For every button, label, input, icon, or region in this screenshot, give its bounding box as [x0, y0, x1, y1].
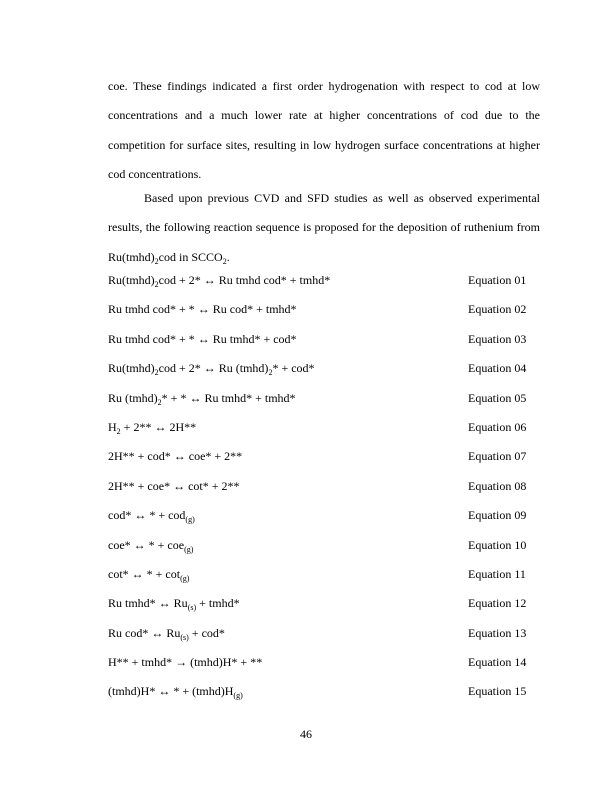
paragraph-continuation — [108, 72, 540, 190]
equation-row — [108, 354, 540, 383]
equation-subscript: (s) — [187, 603, 197, 613]
equation-row — [108, 589, 540, 618]
equation-text: + 2** ↔ 2H** — [120, 419, 197, 434]
equation-expression — [108, 531, 193, 560]
equation-expression — [108, 413, 196, 442]
equation-label: Equation 01 — [468, 273, 527, 287]
paragraph-text-main: Based upon previous CVD and SFD studies as well as observed experimental results, the following reaction sequence is proposed for the deposition of ruthenium from Ru(tmhd) — [108, 191, 540, 264]
equation-row — [108, 677, 540, 706]
equation-row — [108, 413, 540, 442]
equation-expression — [108, 442, 242, 471]
equation-row — [108, 531, 540, 560]
page-number: 46 — [300, 727, 312, 741]
equation-label: Equation 14 — [468, 655, 527, 670]
equation-row — [108, 266, 540, 295]
equation-label: Equation 08 — [468, 478, 527, 493]
equation-text: + tmhd* — [196, 596, 240, 611]
equation-text: + cod* — [188, 625, 225, 640]
equation-label: Equation 04 — [468, 361, 527, 376]
paragraph-text-mid: cod in SCCO — [158, 249, 223, 264]
equation-text: 2H** + coe* ↔ cot* + 2** — [108, 478, 240, 493]
equation-row — [108, 501, 540, 530]
equation-row — [108, 442, 540, 471]
equation-text: Ru tmhd cod* + * ↔ Ru cod* + tmhd* — [108, 302, 297, 317]
equation-text: Ru(tmhd) — [108, 361, 155, 376]
equation-subscript: 2 — [116, 426, 121, 436]
equation-row — [108, 648, 540, 677]
equation-text: cot* ↔ * + cot — [108, 566, 181, 581]
equation-label: Equation 13 — [468, 625, 527, 640]
equation-list — [108, 266, 540, 707]
equation-subscript: (s) — [180, 632, 189, 642]
equation-label: Equation 05 — [468, 390, 527, 405]
equation-text: cod* ↔ * + cod — [108, 508, 186, 523]
equation-label: Equation 03 — [468, 331, 527, 346]
equation-expression — [108, 325, 297, 354]
equation-row — [108, 295, 540, 324]
equation-expression — [108, 354, 315, 383]
equation-text: Ru(tmhd) — [108, 273, 155, 287]
equation-label: Equation 11 — [468, 566, 526, 581]
equation-expression — [108, 648, 262, 677]
equation-subscript: 2 — [154, 280, 159, 289]
equation-subscript: (g) — [184, 544, 194, 554]
equation-subscript: (g) — [185, 515, 195, 525]
equation-label: Equation 10 — [468, 537, 527, 552]
equation-subscript: 2 — [157, 397, 162, 407]
subscript: 2 — [154, 256, 159, 266]
equation-row — [108, 619, 540, 648]
equation-expression — [108, 384, 296, 413]
equation-label: Equation 15 — [468, 684, 527, 699]
equation-expression — [108, 589, 240, 618]
equation-label: Equation 07 — [468, 449, 527, 464]
equation-text: coe* ↔ * + coe — [108, 537, 185, 552]
equation-text: Ru cod* ↔ Ru — [108, 625, 181, 640]
equation-expression — [108, 619, 225, 648]
equation-text: Ru tmhd cod* + * ↔ Ru tmhd* + cod* — [108, 331, 297, 346]
paragraph-reaction-intro — [108, 184, 540, 272]
equation-text: cod + 2* ↔ Ru (tmhd) — [158, 361, 269, 376]
paragraph-text-end: . — [226, 249, 230, 264]
equation-subscript: (g) — [180, 573, 190, 583]
equation-text: 2H** + cod* ↔ coe* + 2** — [108, 449, 243, 464]
equation-expression — [108, 677, 243, 706]
equation-text: H — [108, 419, 117, 434]
equation-text: H** + tmhd* → (tmhd)H* + ** — [108, 655, 263, 670]
equation-text: * + cod* — [272, 361, 315, 376]
equation-text: * + * ↔ Ru tmhd* + tmhd* — [161, 390, 296, 405]
equation-label: Equation 06 — [468, 419, 527, 434]
equation-subscript: 2 — [268, 368, 273, 378]
equation-text: (tmhd)H* ↔ * + (tmhd)H — [108, 684, 234, 699]
equation-expression — [108, 295, 297, 324]
subscript: 2 — [222, 256, 227, 266]
equation-subscript: (g) — [233, 691, 243, 701]
equation-text: Ru (tmhd) — [108, 390, 158, 405]
equation-row — [108, 472, 540, 501]
equation-expression — [108, 472, 240, 501]
equation-subscript: 2 — [154, 368, 159, 378]
equation-label: Equation 09 — [468, 508, 527, 523]
equation-label: Equation 12 — [468, 596, 527, 611]
equation-text: cod + 2* ↔ Ru tmhd cod* + tmhd* — [158, 273, 331, 287]
paragraph-text: coe. These findings indicated a first order hydrogenation with respect to cod at low concentrations and a much lower rate at higher concentrations of cod due to the competition for surface sites, resulting in low hydrogen surface concentrations at higher cod concentrations. — [108, 79, 540, 182]
equation-label: Equation 02 — [468, 302, 527, 317]
equation-row — [108, 384, 540, 413]
equation-row — [108, 560, 540, 589]
equation-expression — [108, 560, 189, 589]
equation-row — [108, 325, 540, 354]
equation-text: Ru tmhd* ↔ Ru — [108, 596, 188, 611]
equation-expression — [108, 501, 195, 530]
equation-expression — [108, 266, 330, 295]
